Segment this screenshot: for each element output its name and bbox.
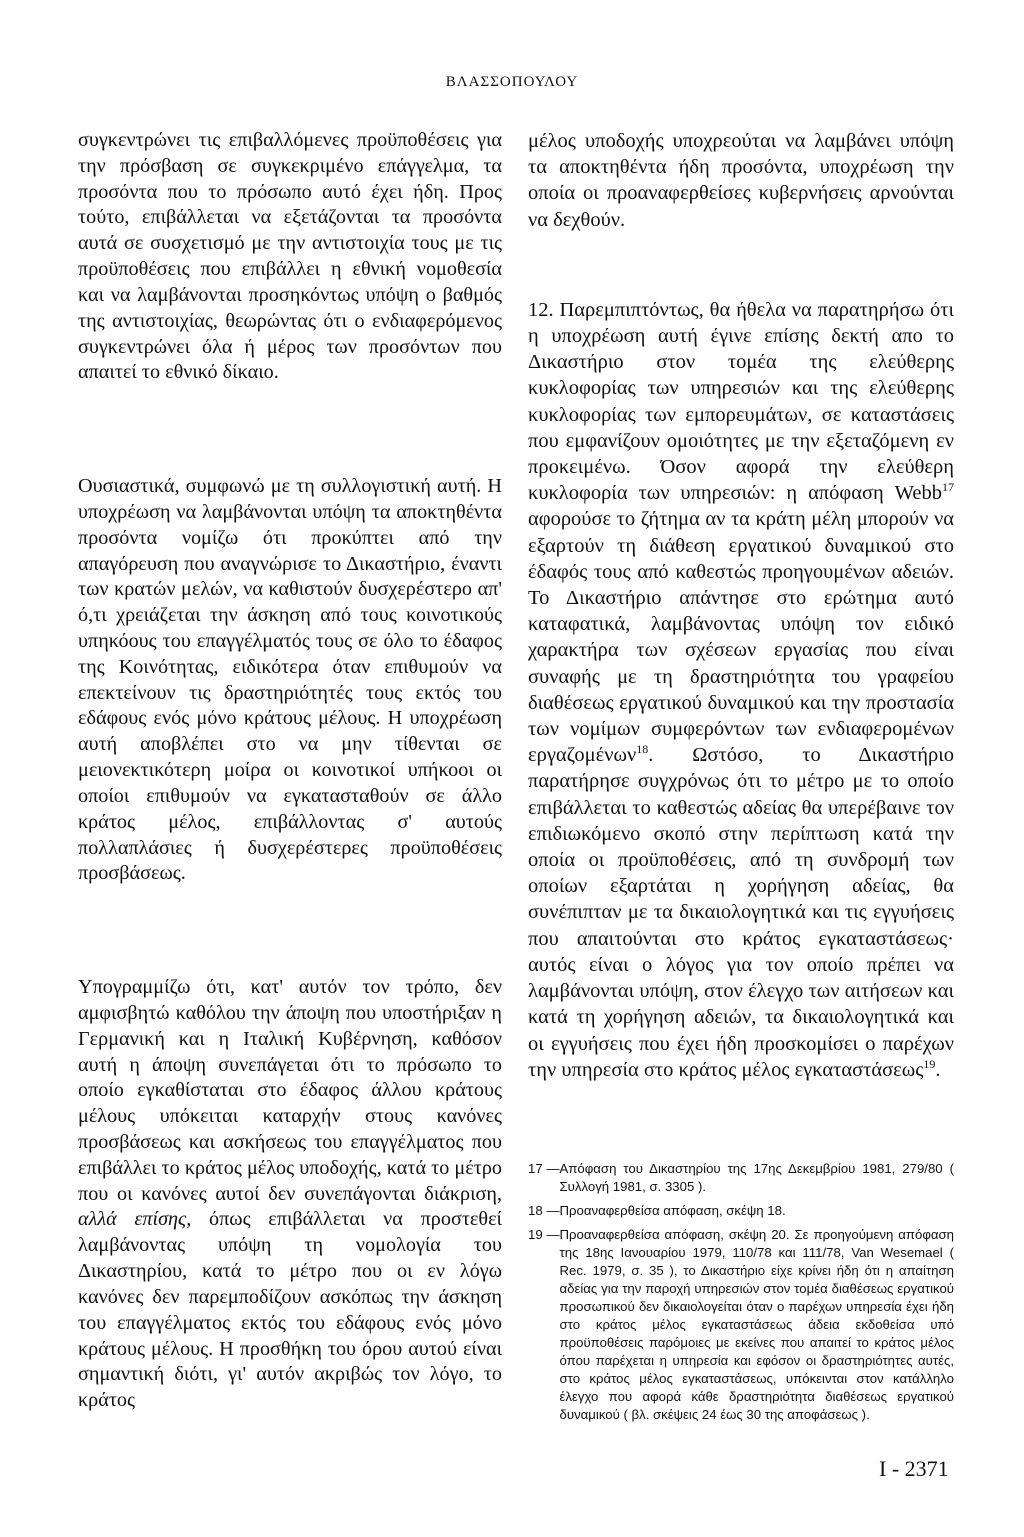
paragraph-text: . bbox=[935, 1058, 941, 1081]
paragraph-12 bbox=[528, 297, 954, 1083]
footnote-number: 18 — bbox=[528, 1203, 560, 1218]
footnote-ref-19: 19 bbox=[923, 1056, 936, 1071]
paragraph-text: όπως επιβάλλεται να προστεθεί λαμβάνοντας υπόψη τη νομολογία του Δικαστηρίου, κατά το μέτρο που οι εν λόγω κανόνες δεν παρεμποδίζουν ασκόπως την άσκηση του επαγγέλματος εκτός του εδάφους ενός μόνο κράτους μέλους. Η προσθήκη του όρου αυτού είναι σημαντική διότι, γι' αυτόν ακριβώς τον λόγο, το κράτος bbox=[78, 1208, 502, 1412]
footnote-19 bbox=[528, 1226, 954, 1424]
paragraph: Ουσιαστικά, συμφωνώ με τη συλλογιστική αυτή. Η υποχρέωση να λαμβάνονται υπόψη τα αποκτηθέντα προσόντα νομίζω ότι προκύπτει από την απαγόρευση που αναγνώρισε το Δικαστήριο, έναντι των κρατών μελών, να καθιστούν δυσχερέστερο απ' ό,τι χρειάζεται την άσκηση από τους κοινοτικούς υπηκόους του επαγγέλματός τους σε όλο το έδαφος της Κοινότητας, ειδικότερα όταν επιθυμούν να επεκτείνουν τις δραστηριότητές τους εκτός του εδάφους ενός μόνο κράτους μέλους. Η υποχρέωση αυτή αποβλέπει στο να μην τίθενται σε μειονεκτικότερη μοίρα οι κοινοτικοί υπήκοοι οι οποίοι επιθυμούν να εγκατασταθούν σε άλλο κράτος μέλος, επιβάλλοντας σ' αυτούς πολλαπλάσιες ή δυσχερέστερες προϋποθέσεις προσβάσεως. bbox=[78, 475, 502, 885]
paragraph bbox=[78, 975, 502, 1414]
paragraph-text: . Ωστόσο, το Δικαστήριο παρατήρησε συγχρόνως ότι το μέτρο με το οποίο επιβάλλεται το καθεστώς αδείας θα υπερέβαινε τον επιδιωκόμενο σκοπό στην περίπτωση κατά την οποία οι προϋποθέσεις, από τη συνδρομή των οποίων εξαρτάται η χορήγηση αδείας, θα συνέπιπταν με τα δικαιολογητικά και τις εγγυήσεις που απαιτούνται στο κράτος εγκαταστάσεως· αυτός είναι ο λόγος για τον οποίο πρέπει να λαμβάνονται υπόψη, στον έλεγχο των αιτήσεων και κατά τη χορήγηση αδειών, τα δικαιολογητικά και οι εγγυήσεις που έχει ήδη προσκομίσει ο παρέχων την υπηρεσία στο κράτος μέλος εγκαταστάσεως bbox=[528, 744, 954, 1081]
right-column bbox=[528, 128, 954, 1083]
footnote-number: 17 — bbox=[528, 1161, 560, 1176]
footnote-ref-18: 18 bbox=[636, 742, 649, 757]
footnote-text: Προαναφερθείσα απόφαση, σκέψη 18. bbox=[559, 1203, 786, 1218]
footnote-18 bbox=[528, 1202, 954, 1220]
paragraph-text: Υπογραμμίζω ότι, κατ' αυτόν τον τρόπο, δεν αμφισβητώ καθόλου την άποψη που υποστήριξαν η Γερμανική και η Ιταλική Κυβέρνηση, καθόσον αυτή η άποψη συνεπάγεται ότι το πρόσωπο το οποίο εγκαθίσταται στο έδαφος άλλου κράτους μέλους υπόκειται καταρχήν στους κανόνες προσβάσεως και ασκήσεως του επαγγέλματος που επιβάλλει το κράτος μέλος υποδοχής, κατά το μέτρο που οι κανόνες αυτοί δεν συνεπάγονται διάκριση, bbox=[78, 976, 502, 1205]
paragraph-text: 12. Παρεμπιπτόντως, θα ήθελα να παρατηρήσω ότι η υποχρέωση αυτή έγινε επίσης δεκτή απο το Δικαστήριο στον τομέα της ελεύθερης κυκλοφορίας των υπηρεσιών και της ελεύθερης κυκλοφορίας των εμπορευμάτων, σε καταστάσεις που εμφανίζουν ομοιότητες με την εξεταζόμενη εν προκειμένω. Όσον αφορά την ελεύθερη κυκλοφορία των υπηρεσιών: η απόφαση Webb bbox=[528, 298, 954, 505]
footnote-text: Απόφαση του Δικαστηρίου της 17ης Δεκεμβρίου 1981, 279/80 ( Συλλογή 1981, σ. 3305 ). bbox=[559, 1161, 954, 1194]
footnote-ref-17: 17 bbox=[942, 480, 954, 495]
page-number: I - 2371 bbox=[879, 1456, 949, 1481]
footnote-17 bbox=[528, 1160, 954, 1196]
paragraph-text: αφορούσε το ζήτημα αν τα κράτη μέλη μπορούν να εξαρτούν τη διάθεση εργατικού δυναμικού στο έδαφός τους από καθεστώς προηγουμένων αδειών. Το Δικαστήριο απάντησε στο ερώτημα αυτό καταφατικά, λαμβάνοντας υπόψη τον ειδικό χαρακτήρα των σχέσεων εργασίας που είναι συναφής με τη δραστηριότητα του γραφείου διαθέσεως εργατικού δυναμικού και την προστασία των νομίμων συμφερόντων των ενδιαφερομένων εργαζομένων bbox=[528, 508, 954, 767]
paragraph: συγκεντρώνει τις επιβαλλόμενες προϋποθέσεις για την πρόσβαση σε συγκεκριμένο επάγγελμα, τα προσόντα που το πρόσωπο αυτό έχει ήδη. Προς τούτο, επιβάλλεται να εξετάζονται τα προσόντα αυτά σε συσχετισμό με την αντιστοιχία τους με τις προϋποθέσεις που επιβάλλει η εθνική νομοθεσία και να λαμβάνονται προσηκόντως υπόψη ο βαθμός της αντιστοιχίας, θεωρώντας ότι ο ενδιαφερόμενος συγκεντρώνει όλα ή μέρος των προσόντων που απαιτεί το εθνικό δίκαιο. bbox=[78, 129, 502, 384]
footnote-text: Προαναφερθείσα απόφαση, σκέψη 20. Σε προηγούμενη απόφαση της 18ης Ιανουαρίου 1979, 110/78 και 111/78, Van Wesemael ( Rec. 1979, σ. 35 ), το Δικαστήριο είχε κρίνει ήδη ότι η απαίτηση αδείας για την παροχή υπηρεσιών στον τομέα διαθέσεως εργατικού προσωπικού δεν δικαιολογείται όταν ο παρέχων υπηρεσία έχει ήδη στο κράτος μέλος εγκαταστάσεως άδεια εκδοθείσα υπό προϋποθέσεις παρόμοιες με εκείνες που απαιτεί το κράτος μέλος όπου παρέχεται η υπηρεσία και εφόσον οι δραστηριότητες αυτές, στο κράτος μέλος εγκαταστάσεως, υπόκεινται στον κατάλληλο έλεγχο που αφορά κάθε δραστηριότητα διαθέσεως εργατικού δυναμικού ( βλ. σκέψεις 24 έως 30 της αποφάσεως ). bbox=[559, 1227, 954, 1422]
paragraph: μέλος υποδοχής υποχρεούται να λαμβάνει υπόψη τα αποκτηθέντα ήδη προσόντα, υποχρέωση την οποία οι προαναφερθείσες κυβερνήσεις αρνούνται να δεχθούν. bbox=[528, 130, 954, 231]
footnotes bbox=[528, 1160, 954, 1430]
running-header: ΒΛΑΣΣΟΠΟΥΛΟΥ bbox=[445, 74, 579, 90]
left-column bbox=[78, 128, 502, 1414]
footnote-number: 19 — bbox=[528, 1227, 560, 1242]
emphasized-text: αλλά επίσης, bbox=[78, 1208, 192, 1231]
